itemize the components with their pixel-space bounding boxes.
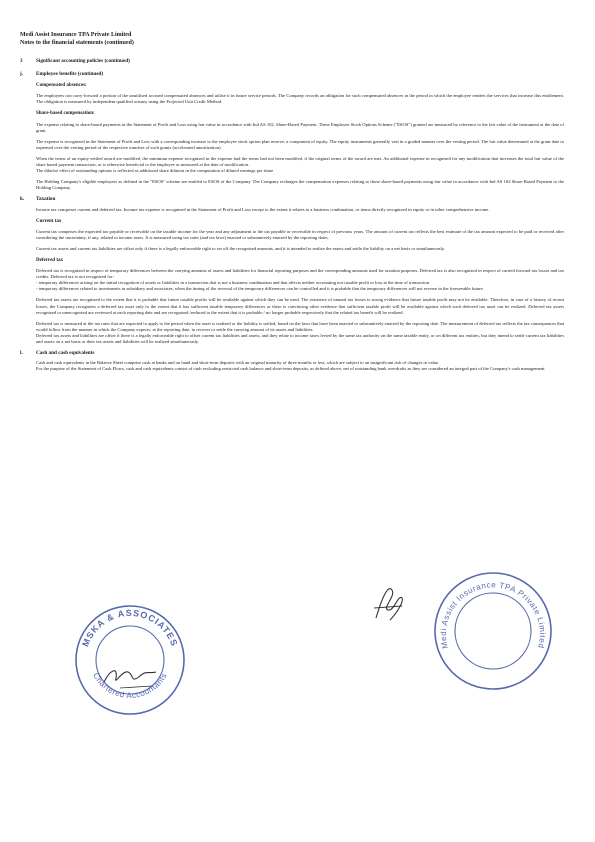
share-based-heading: Share-based compensation: (36, 111, 95, 117)
paragraph: The expense is recognized in the Statement of Profit and Loss with a corresponding increase to the employee stock option plan reserve, a component of equity. The equity instruments generally vest in a graded manner over the vesting period. The fair value determined at the grant date to expensed over the vesting period of the respective tranches of such grants (accelerated amortization). (36, 138, 564, 150)
paragraph: Deferred tax is recognized in respect of temporary differences between the carrying amounts of assets and liabilities for financial reporting purposes and the corresponding amounts used for taxation purposes. Deferred tax is also recognized in respect of carried forward tax losses and tax credits. Deferred tax is not recognized for: (36, 268, 564, 280)
section-k-heading (20, 196, 564, 202)
paragraph: Deferred tax assets and liabilities are offset if there is a legally enforceable right to offset current tax liabilities and assets, and they relate to income taxes levied by the same tax authority on the same taxable entity, or on different tax entities, but they intend to settle current tax liabilities and assets on a net basis or their tax assets and liabilities will be realized simultaneously. (36, 332, 564, 344)
section-j-heading (20, 71, 564, 77)
section-3-heading (20, 58, 564, 64)
section-k-title: Taxation (36, 196, 56, 203)
section-l-letter: l. (20, 350, 23, 357)
svg-text:Chartered Accountants: Chartered Accountants (91, 671, 169, 701)
company-name: Medi Assist Insurance TPA Private Limited (20, 32, 132, 38)
deferred-tax-heading: Deferred tax (36, 257, 63, 263)
paragraph: Current tax assets and current tax liabilities are offset only if there is a legally enforceable right to set off the recognised amounts, and it is intended to realize the assets and settle the liability on a net basis or simultaneously. (36, 245, 446, 251)
svg-text:Medi Assist Insurance TPA Priv: Medi Assist Insurance TPA Private Limited (438, 580, 548, 650)
bullet-item: - temporary differences arising on the initial recognition of assets or liabilities in a transaction that is not a business combination and that affects neither accounting nor taxable profit or loss at the time of transaction (36, 280, 430, 286)
section-k-letter: k. (20, 196, 25, 203)
paragraph: Deferred tax is measured at the tax rates that are expected to apply to the period when the asset is realized or the liability is settled, based on the laws that have been enacted or substantively enacted by the reporting date. The measurement of deferred tax reflects the tax consequences that would follow from the manner in which the Company expects, at the reporting date, to recover or settle the carrying amount of its assets and liabilities. (36, 320, 564, 332)
section-k-body (36, 207, 564, 346)
paragraph: Current tax comprises the expected tax payable or receivable on the taxable income for the year and any adjustment to the tax payable or receivable in respect of previous years. The amount of current tax reflects the best estimate of the tax amount expected to be paid or received after considering the uncertainty, if any, related to income taxes. It is measured using tax rates (and tax laws) enacted or substantively enacted by the reporting dates. (36, 228, 564, 240)
paragraph: For the purpose of the Statement of Cash Flows, cash and cash equivalents consist of cash excluding restricted cash balance and short-term deposits, as defined above, net of outstanding bank overdrafts as they are considered an integral part of the Company's cash management. (36, 366, 546, 372)
section-number: 3 (20, 58, 23, 64)
bullet-item: - temporary differences related to investments in subsidiary and associates, when the timing of the reversal of the temporary differences can be controlled and it is probable that the temporary differences will not reverse in the foreseeable future. (36, 286, 484, 292)
compensated-absences-heading: Compensated absences: (36, 83, 87, 89)
document-header (20, 31, 134, 47)
paragraph: The dilutive effect of outstanding options is reflected as additional share dilution in the computation of diluted earnings per share (36, 168, 274, 174)
company-stamp (428, 566, 558, 696)
director-signature (368, 578, 408, 624)
paragraph: When the terms of an equity-settled award are modified, the minimum expense recognised in the expense had the terms had not been modified, if the original terms of the award are met. An additional expense in recognised for any modification that increases the total fair value of the share based payment transaction, or is otherwise beneficial to the employee as measured at the date of modification. (36, 155, 564, 168)
document-body (20, 58, 564, 377)
section-j-letter: j. (20, 71, 24, 78)
paragraph: Income tax comprises current and deferred tax. Income tax expense is recognised in the Statement of Profit and Loss except to the extent it relates to a business combination, or items directly recognized in equity or in other comprehensive income. (36, 206, 490, 212)
section-j-body (36, 83, 564, 191)
notes-subtitle: Notes to the financial statements (continued) (20, 40, 134, 46)
section-title: Significant accounting policies (continued) (36, 58, 130, 64)
section-l-title: Cash and cash equivalents (36, 350, 95, 357)
paragraph: Cash and cash equivalents in the Balance Sheet comprise cash at banks and on hand and short-term deposits with an original maturity of three months or less, which are subject to an insignificant risk of changes in value. (36, 360, 440, 366)
paragraph: The Holding Company's eligible employees as defined in the "ESOS" scheme are entitled to ESOS of the Company. The Company recharges the compensation expenses relating to those share-based payments using fair value in accordance with Ind AS 102 Share-Based Payment to the Holding Company. (36, 179, 564, 191)
section-j-title: Employee benefits (continued) (36, 71, 104, 78)
paragraph: The employees can carry-forward a portion of the unutilised accrued compensated absences and utilise it in future service periods. The Company records an obligation for such compensated absences in the period in which the employee renders the services that increase this entitlement. The obligation is measured by independent qualified actuary using the Projected Unit Credit Method. (36, 93, 564, 105)
paragraph: The expense relating to share-based payments in the Statement of Profit and Loss using fair value in accordance with Ind AS 102, Share-Based Payment. These Employee Stock Options Scheme ("ESOS") granted are measured by reference to the fair value of the instrument at the date of grant. (36, 121, 564, 133)
paragraph: Deferred tax assets are recognized to the extent that it is probable that future taxable profits will be available against which they can be used. The existence of unused tax losses is strong evidence that future taxable profit may not be available. Therefore, in case of a history of recent losses, the Company recognizes a deferred tax asset only to the extent that it has sufficient taxable temporary differences or there is convincing other evidence that sufficient taxable profit will be available against which such deferred tax asset can be realized. Deferred tax assets recognized or unrecognized are reviewed at each reporting date and are recognized /reduced to the extent that it is probable / no longer probable respectively that the related tax benefit will be realized. (36, 297, 564, 315)
current-tax-heading: Current tax (36, 218, 62, 224)
section-l-heading (20, 350, 564, 356)
auditor-stamp (70, 600, 190, 720)
svg-text:MSKA & ASSOCIATES: MSKA & ASSOCIATES (80, 607, 180, 649)
section-l-body (36, 360, 564, 372)
